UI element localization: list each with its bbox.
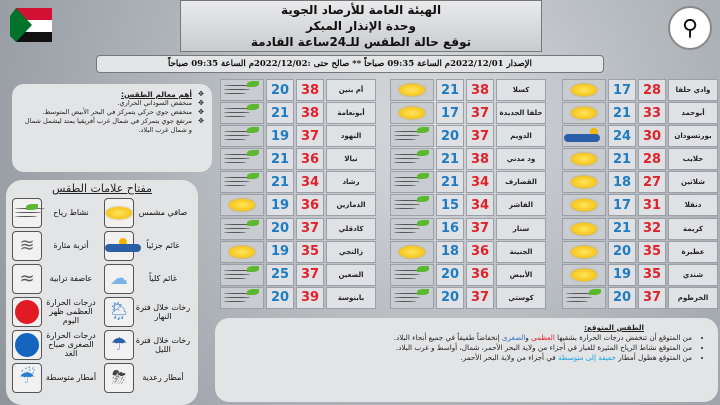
min-temp: 20 (266, 287, 294, 309)
min-temp: 21 (608, 148, 636, 170)
legend-item (104, 197, 192, 228)
night-showers-icon: ☂ (110, 334, 128, 355)
forecast-item (229, 353, 692, 363)
text: من المتوقع هطول أمطار (616, 353, 692, 362)
wind-icon (222, 150, 262, 168)
city-name: زالنجي (326, 241, 376, 263)
city-row (388, 171, 546, 193)
city-row (388, 125, 546, 147)
wind-icon (222, 220, 262, 238)
legend-item (12, 230, 100, 261)
sun-icon (399, 84, 425, 96)
city-row (218, 102, 376, 124)
wind-icon (564, 289, 604, 307)
max-temp: 38 (466, 148, 494, 170)
sun-icon (106, 207, 132, 219)
city-row (560, 148, 718, 170)
wind-icon (392, 220, 432, 238)
city-name: وادي حلفا (668, 79, 718, 101)
max-highlight: العظمى (531, 333, 555, 342)
city-row (218, 241, 376, 263)
legend-item (12, 263, 100, 294)
weather-icon-cell (562, 125, 606, 147)
legend-icon-box (104, 231, 134, 261)
sun-icon (229, 246, 255, 258)
weather-icon-cell (220, 79, 264, 101)
wind-icon (222, 104, 262, 122)
city-row (388, 79, 546, 101)
city-name: الفاشر (496, 194, 546, 216)
max-temp: 37 (466, 218, 494, 240)
min-temp: 20 (266, 218, 294, 240)
sun-icon (399, 107, 425, 119)
max-temp: 34 (466, 171, 494, 193)
legend-icon-box (12, 330, 42, 360)
legend-icon-box (104, 330, 134, 360)
city-name: الجنينة (496, 241, 546, 263)
city-name: كسلا (496, 79, 546, 101)
city-row (388, 148, 546, 170)
city-name: ود مدني (496, 148, 546, 170)
max-temp: 38 (296, 79, 324, 101)
weather-icon-cell (220, 264, 264, 286)
legend-icon-box (104, 198, 134, 228)
wind-icon (222, 266, 262, 284)
weather-icon-cell (220, 194, 264, 216)
city-row (218, 264, 376, 286)
city-row (218, 218, 376, 240)
city-name: كوستي (496, 287, 546, 309)
legend-label: أتربة مثارة (53, 241, 89, 250)
expected-weather (215, 318, 718, 402)
weather-icon-cell (220, 125, 264, 147)
legend-label: غائم كلياً (148, 274, 178, 283)
wind-icon (392, 266, 432, 284)
weather-highlights (12, 84, 212, 172)
min-temp: 17 (436, 102, 464, 124)
city-row (218, 171, 376, 193)
rain-highlight: خفيفة إلى متوسطة (558, 353, 617, 362)
city-name: عطبرة (668, 241, 718, 263)
max-temp: 39 (296, 287, 324, 309)
city-name: رشاد (326, 171, 376, 193)
weather-icon-cell (562, 287, 606, 309)
city-name: حلايب (668, 148, 718, 170)
sun-icon (229, 199, 255, 211)
city-name: حلفا الجديدة (496, 102, 546, 124)
max-temp: 33 (638, 102, 666, 124)
city-row (560, 194, 718, 216)
page-title: توقع حالة الطقس للـ24ساعة القادمة (250, 35, 472, 49)
weather-icon-cell (562, 171, 606, 193)
min-temp: 19 (266, 194, 294, 216)
max-temp: 32 (638, 218, 666, 240)
weather-icon-cell (390, 148, 434, 170)
authority-name: الهيئة العامة للأرصاد الجوية (280, 3, 442, 17)
city-name: النهود (326, 125, 376, 147)
city-row (218, 125, 376, 147)
text: إنخفاضاً طفيفاً في جميع أنحاء البلاد. (393, 333, 502, 342)
min-temp: 18 (436, 241, 464, 263)
red-circle-icon (15, 300, 39, 324)
city-row (560, 102, 718, 124)
wind-icon (222, 289, 262, 307)
max-temp: 37 (466, 125, 494, 147)
city-row (388, 287, 546, 309)
wind-icon (222, 127, 262, 145)
city-row (218, 148, 376, 170)
sun-icon (571, 176, 597, 188)
legend-item (12, 296, 100, 327)
min-temp: 19 (608, 264, 636, 286)
min-temp: 20 (436, 125, 464, 147)
partly-cloudy-icon (105, 238, 133, 254)
city-row (388, 241, 546, 263)
highlight-item: ✥ منخفض جوي حركي يتمركز في البحر الأبيض المتوسط. (20, 108, 204, 117)
sun-icon (571, 246, 597, 258)
weather-icon-cell (220, 102, 264, 124)
weather-legend (6, 180, 198, 405)
min-temp: 25 (266, 264, 294, 286)
weather-icon-cell (220, 241, 264, 263)
forecast-title: الطقس المتوقع: (584, 323, 644, 332)
legend-icon-box (12, 198, 42, 228)
city-row (560, 125, 718, 147)
min-temp: 24 (608, 125, 636, 147)
sun-icon (571, 199, 597, 211)
city-row (560, 79, 718, 101)
min-temp: 19 (266, 125, 294, 147)
max-temp: 36 (296, 194, 324, 216)
legend-title: مفتاح علامات الطقس (52, 182, 152, 195)
city-row (388, 194, 546, 216)
max-temp: 37 (466, 102, 494, 124)
weather-icon-cell (562, 102, 606, 124)
min-temp: 21 (608, 102, 636, 124)
page-header (180, 0, 542, 52)
city-name: دنقلا (668, 194, 718, 216)
min-temp: 18 (608, 171, 636, 193)
min-temp: 17 (608, 79, 636, 101)
city-row (560, 287, 718, 309)
weather-icon-cell (390, 79, 434, 101)
city-name: كريمة (668, 218, 718, 240)
partly-cloudy-icon (564, 128, 604, 144)
weather-icon-cell (390, 102, 434, 124)
max-temp: 38 (296, 102, 324, 124)
wind-icon (13, 204, 41, 222)
city-name: شندي (668, 264, 718, 286)
legend-item (12, 197, 100, 228)
legend-icon-box (12, 297, 42, 327)
city-table-3 (218, 79, 376, 310)
city-row (560, 264, 718, 286)
city-name: الأبيض (496, 264, 546, 286)
city-row (560, 171, 718, 193)
max-temp: 35 (638, 241, 666, 263)
legend-item (104, 263, 192, 294)
forecast-item: • من المتوقع نشاط الرياح المثيرة للغبار في أجزاء من ولاية البحر الأحمر، شمال، أواسط و غرب البلاد. (229, 343, 692, 353)
min-temp: 21 (436, 171, 464, 193)
weather-icon-cell (390, 287, 434, 309)
legend-label: نشاط رياح (53, 208, 89, 217)
city-name: بابنوسة (326, 287, 376, 309)
highlight-item: ✥ مرتفع جوي يتمركز في شمال غرب أفريقيا يمتد ليشمل شمال و شمال غرب البلاد. (20, 117, 204, 135)
min-temp: 21 (436, 79, 464, 101)
max-temp: 37 (638, 287, 666, 309)
legend-label: صافي مشمس (138, 208, 188, 217)
min-temp: 20 (436, 287, 464, 309)
min-temp: 15 (436, 194, 464, 216)
legend-icon-box (104, 363, 134, 393)
max-temp: 31 (638, 194, 666, 216)
max-temp: 35 (296, 241, 324, 263)
max-temp: 27 (638, 171, 666, 193)
legend-icon-box (104, 264, 134, 294)
min-temp: 21 (266, 102, 294, 124)
wind-icon (392, 127, 432, 145)
min-highlight: الصغرى (501, 333, 526, 342)
text: من المتوقع أن تنخفض درجات الحرارة بشقيها (554, 333, 692, 342)
city-name: الدويم (496, 125, 546, 147)
city-row (218, 287, 376, 309)
city-name: القضارف (496, 171, 546, 193)
sun-icon (571, 223, 597, 235)
city-row (218, 194, 376, 216)
city-name: نيالا (326, 148, 376, 170)
min-temp: 20 (266, 79, 294, 101)
max-temp: 37 (466, 287, 494, 309)
weather-icon-cell (562, 194, 606, 216)
legend-item (104, 362, 192, 393)
highlight-item: ✥ منخفض السوداني الحراري. (20, 99, 204, 108)
sun-icon (571, 107, 597, 119)
wind-icon (392, 173, 432, 191)
wind-icon (222, 81, 262, 99)
weather-icon-cell (390, 264, 434, 286)
legend-item (12, 362, 100, 393)
max-temp: 37 (296, 125, 324, 147)
dust-icon: ≋ (19, 235, 35, 256)
max-temp: 37 (296, 218, 324, 240)
cloudy-icon: ☁ (110, 268, 128, 289)
text: في أجزاء من ولاية البحر الأحمر. (460, 353, 559, 362)
legend-icon-box (12, 264, 42, 294)
legend-icon-box (12, 231, 42, 261)
weather-icon-cell (562, 218, 606, 240)
weather-icon-cell (390, 241, 434, 263)
max-temp: 35 (638, 264, 666, 286)
max-temp: 34 (466, 194, 494, 216)
city-row (388, 264, 546, 286)
min-temp: 19 (266, 241, 294, 263)
issue-validity-bar: الإصدار 2022/12/01م الساعة 09:35 صباحاً ** صالح حتى :2022/12/02م الساعة 09:35 صباحاً (96, 55, 604, 73)
wind-icon (392, 150, 432, 168)
legend-label: درجات الحرارة العظمى ظهر اليوم (46, 298, 96, 325)
sun-icon (399, 246, 425, 258)
max-temp: 34 (296, 171, 324, 193)
city-name: أبونعامة (326, 102, 376, 124)
text: و (525, 333, 532, 342)
legend-label: أمطار رعدية (142, 373, 184, 382)
sun-icon (571, 84, 597, 96)
legend-item (104, 296, 192, 327)
min-temp: 21 (608, 218, 636, 240)
city-name: بورتسودان (668, 125, 718, 147)
thunderstorm-icon: ⛈ (111, 367, 127, 388)
weather-icon-cell (220, 218, 264, 240)
weather-icon-cell (390, 125, 434, 147)
sun-icon (571, 153, 597, 165)
forecast-item (229, 333, 692, 343)
legend-label: أمطار متوسطة (45, 373, 97, 382)
meteorological-authority-logo: ⚲ (668, 6, 712, 50)
city-row (560, 218, 718, 240)
min-temp: 20 (608, 287, 636, 309)
legend-item (12, 329, 100, 360)
weather-icon-cell (562, 148, 606, 170)
max-temp: 36 (296, 148, 324, 170)
city-name: أبوحمد (668, 102, 718, 124)
wind-icon (392, 289, 432, 307)
legend-item (104, 329, 192, 360)
legend-icon-box (12, 363, 42, 393)
city-name: شلاتين (668, 171, 718, 193)
weather-icon-cell (390, 218, 434, 240)
max-temp: 38 (466, 79, 494, 101)
blue-circle-icon (15, 333, 39, 357)
weather-icon-cell (390, 171, 434, 193)
weather-icon-cell (562, 264, 606, 286)
highlights-title: ✥ أهم معالم الطقس: (20, 90, 204, 99)
city-table-2 (388, 79, 546, 310)
weather-icon-cell (220, 148, 264, 170)
min-temp: 21 (266, 171, 294, 193)
moderate-rain-icon: ☔ (18, 367, 36, 388)
unit-name: وحدة الإنذار المبكر (306, 19, 416, 33)
wind-icon (392, 196, 432, 214)
dust-storm-icon: ≈ (19, 268, 35, 289)
min-temp: 21 (266, 148, 294, 170)
legend-label: عاصفة ترابية (49, 274, 93, 283)
weather-icon-cell (562, 79, 606, 101)
max-temp: 28 (638, 79, 666, 101)
max-temp: 36 (466, 241, 494, 263)
city-name: سنار (496, 218, 546, 240)
min-temp: 20 (608, 241, 636, 263)
city-table-1 (560, 79, 718, 310)
max-temp: 30 (638, 125, 666, 147)
weather-icon-cell (390, 194, 434, 216)
wind-icon (222, 173, 262, 191)
legend-label: رخات خلال فترة النهار (135, 302, 191, 321)
city-name: الدمازين (326, 194, 376, 216)
city-name: أم بنين (326, 79, 376, 101)
city-row (388, 218, 546, 240)
legend-item (104, 230, 192, 261)
max-temp: 36 (466, 264, 494, 286)
city-row (560, 241, 718, 263)
sun-icon (571, 269, 597, 281)
legend-label: درجات الحرارة الصغرى صباح الغد (46, 331, 96, 358)
city-row (388, 102, 546, 124)
legend-label: غائم جزئياً (146, 241, 180, 250)
city-name: كادقلي (326, 218, 376, 240)
legend-icon-box (104, 297, 134, 327)
city-name: الضعين (326, 264, 376, 286)
sudan-flag-icon (8, 6, 54, 44)
city-row (218, 79, 376, 101)
min-temp: 17 (608, 194, 636, 216)
min-temp: 20 (436, 264, 464, 286)
min-temp: 16 (436, 218, 464, 240)
legend-label: رخات خلال فترة الليل (135, 335, 191, 354)
city-name: الخرطوم (668, 287, 718, 309)
day-showers-icon: 🌦 (107, 301, 131, 322)
max-temp: 37 (296, 264, 324, 286)
weather-icon-cell (562, 241, 606, 263)
weather-icon-cell (220, 287, 264, 309)
max-temp: 28 (638, 148, 666, 170)
min-temp: 21 (436, 148, 464, 170)
weather-icon-cell (220, 171, 264, 193)
